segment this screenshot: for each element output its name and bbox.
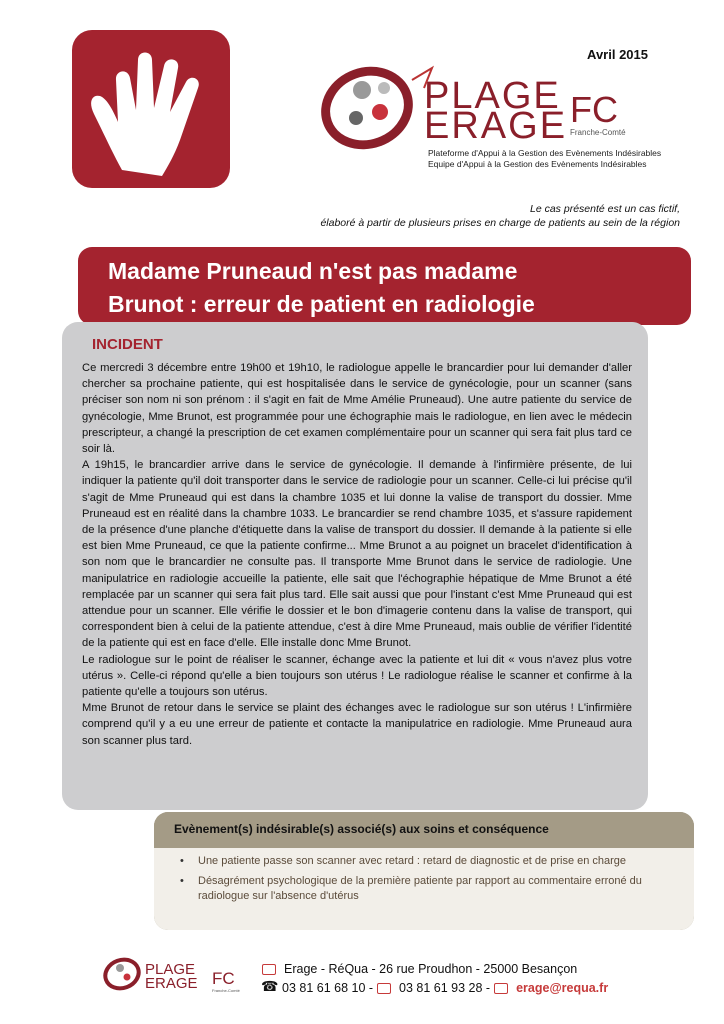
disclaimer-line2: élaboré à partir de plusieurs prises en charge de patients au sein de la région [320,217,680,229]
footer-fc-sub: Franche-Comté [212,988,240,993]
footer-logo [100,950,250,1002]
incident-heading: INCIDENT [92,336,163,353]
brand-line1: PLAGE [424,75,561,117]
footer-brand-line2: ERAGE [145,975,198,992]
mail-icon [262,964,276,975]
footer-email-link[interactable]: erage@requa.fr [516,981,609,995]
email-icon [494,983,508,994]
logo-sub-line2: Equipe d'Appui à la Gestion des Evènements Indésirables [428,159,647,169]
stop-hand-badge [72,30,230,188]
logo-subtitle [428,148,661,170]
consequences-list [174,854,674,904]
consequence-item: • Une patiente passe son scanner avec retard : retard de diagnostic et de prise en charge [174,854,674,869]
case-title-line2: Brunot : erreur de patient en radiologie [108,291,535,317]
stop-hand-icon [72,30,230,188]
incident-section [62,322,648,810]
logo-sub-line1: Plateforme d'Appui à la Gestion des Evènements Indésirables [428,148,662,158]
case-title-line1: Madame Pruneaud n'est pas madame [108,258,518,284]
footer-fc-mark: FC [212,969,235,988]
publication-date: Avril 2015 [587,47,648,62]
footer-brand-line1: PLAGE [145,961,196,978]
footer-contact [262,960,608,998]
footer-phone1: 03 81 61 68 10 - [282,981,374,995]
fax-icon [377,983,391,994]
footer-address: Erage - RéQua - 26 rue Proudhon - 25000 Besançon [284,962,578,976]
consequence-item: • Désagrément psychologique de la première patiente par rapport au commentaire erroné du radiologue sur l'absence d'utérus [174,874,674,904]
phone-icon [262,983,274,995]
incident-text: Ce mercredi 3 décembre entre 19h00 et 19h10, le radiologue appelle le brancardier pour lui demander d'aller chercher sa prochaine patiente, qui est hospitalisée dans le service de gynécologie, pour un scanner (sans préciser son nom ni son prénom : il s'agit en fait de Mme Amélie Pruneaud). Une autre patiente du service de gynécologie, Mme Brunot, est programmée pour une échographie mais le radiologue, en lien avec le médecin prescripteur, a changé la prescription de cet examen complémentaire pour un scanner qui sera fait plus tard ce soir là. A 19h15, le brancardier arrive dans le service de gynécologie. Il demande à l'infirmière présente, de lui indiquer la patiente qu'il doit transporter dans le service de radiologie pour un scanner. Celle-ci lui précise qu'il s'agit de Mme Pruneaud qui est dans la chambre 1035 et lui donne la valise de transport du dossier. Mme Pruneaud est en réalité dans la chambre 1033. Le brancardier se rend chambre 1035, et s'assure rapidement de la présence d'une planche d'étiquette dans la valise de transport du dossier. Il demande à la patiente si elle est bien Mme Pruneaud, ce que la patiente confirme... Mme Brunot a au poignet un bracelet d'identification à son nom que le brancardier ne consulte pas. Il transporte Mme Brunot dans le service de radiologie. Une manipulatrice en radiologie accueille la patiente, elle sait que l'échographie hépatique de Mme Brunot a été remplacée par un scanner qui sera fait plus tard. Elle sait aussi que pour l'instant c'est Mme Pruneaud qui est attendue pour un scanner. Elle vérifie le dossier et le bon d'imagerie contenu dans la valise de transport, qui correspondent bien à celui de la patiente attendue, c'est à dire Mme Pruneaud, mais oublie de vérifier l'identité de la patiente qui est en face d'elle. Elle installe donc Mme Brunot. Le radiologue sur le point de réaliser le scanner, échange avec la patiente et lui dit « vous n'avez plus votre utérus ». Celle-ci répond qu'elle a bien toujours son utérus ! Le radiologue réalise le scanner et confirme à la patiente qu'elle a toujours son utérus. Mme Brunot de retour dans le service se plaint des échanges avec le radiologue sur son utérus ! L'infirmière comprend qu'il y a eu une erreur de patiente et contacte la manipulatrice en radiologie. Mme Pruneaud aura son scanner plus tard. [82,362,632,747]
fc-mark: FC [570,89,618,130]
fc-sub: Franche-Comté [570,128,626,137]
footer-phone2: 03 81 61 93 28 - [399,981,491,995]
footer-address-line [262,960,608,979]
consequences-section [154,812,694,930]
consequences-body [154,848,694,930]
case-title [108,255,691,321]
consequences-heading: Evènement(s) indésirable(s) associé(s) aux soins et conséquence [154,812,694,848]
disclaimer-line1: Le cas présenté est un cas fictif, [530,203,680,215]
case-title-banner [78,247,691,325]
footer-phone-line [262,979,608,998]
brand-line2: ERAGE [424,105,568,147]
disclaimer [320,202,680,230]
